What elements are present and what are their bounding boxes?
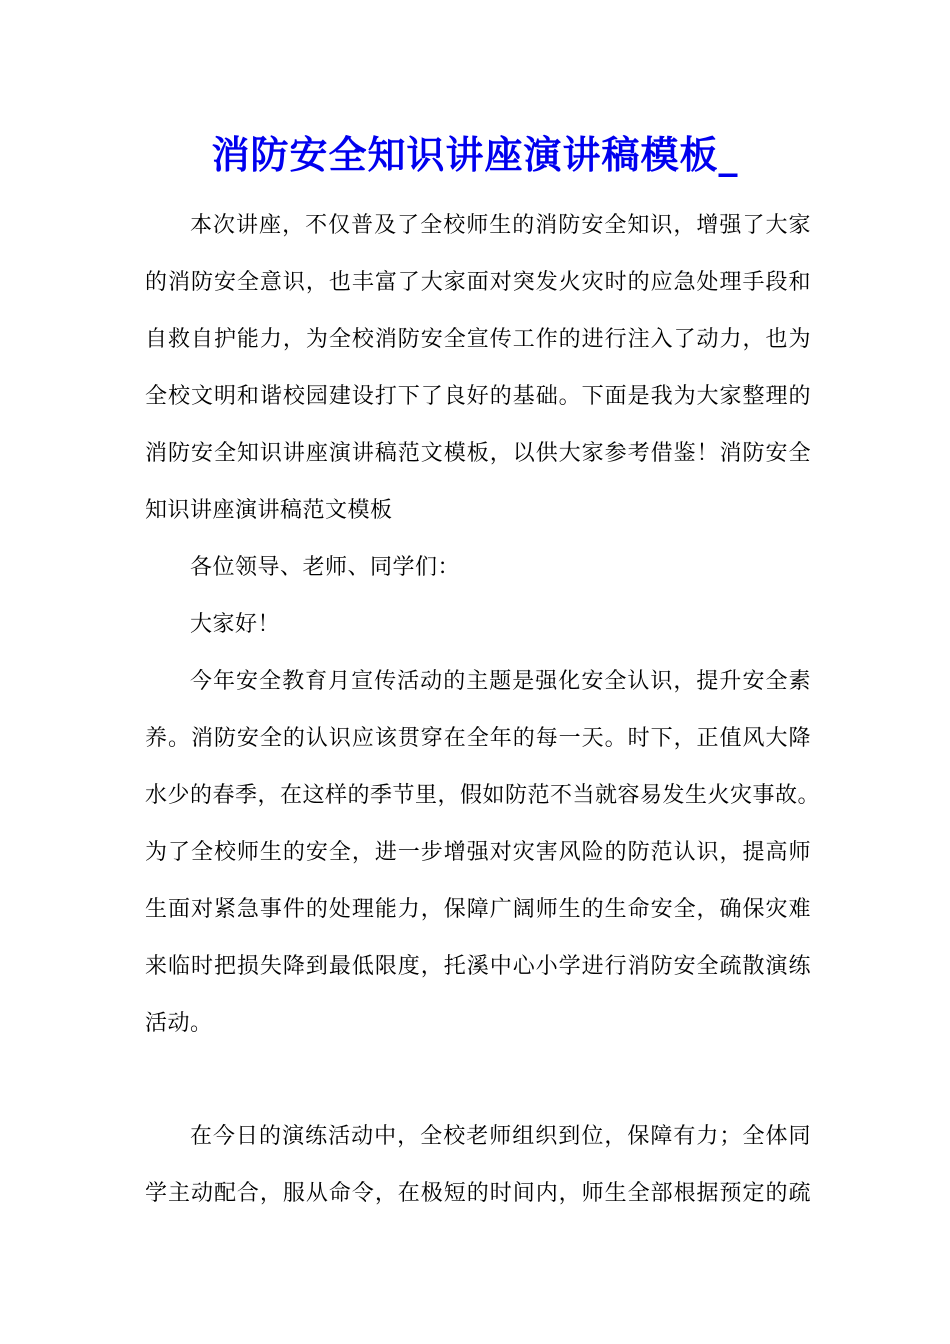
- paragraph-line: 学主动配合，服从命令，在极短的时间内，师生全部根据预定的疏: [145, 1181, 811, 1206]
- paragraph-intro: [145, 208, 811, 550]
- paragraph-line: 水少的春季，在这样的季节里，假如防范不当就容易发生火灾事故。: [145, 783, 821, 808]
- paragraph-line: 自救自护能力，为全校消防安全宣传工作的进行注入了动力，也为: [145, 327, 811, 352]
- paragraph-theme: [145, 664, 821, 1063]
- paragraph-line: 全校文明和谐校园建设打下了良好的基础。下面是我为大家整理的: [145, 384, 811, 409]
- paragraph-line: 本次讲座，不仅普及了全校师生的消防安全知识，增强了大家: [190, 213, 811, 238]
- paragraph-salutation: [145, 550, 811, 607]
- document-title: 消防安全知识讲座演讲稿模板_: [211, 132, 739, 177]
- paragraph-line: 大家好！: [190, 612, 281, 637]
- paragraph-line: 活动。: [145, 1011, 213, 1036]
- paragraph-line: 消防安全知识讲座演讲稿范文模板，以供大家参考借鉴！消防安全: [145, 441, 811, 466]
- paragraph-line: 养。消防安全的认识应该贯穿在全年的每一天。时下，正值风大降: [145, 726, 811, 751]
- paragraph-line: 来临时把损失降到最低限度，托溪中心小学进行消防安全疏散演练: [145, 954, 811, 979]
- paragraph-line: 各位领导、老师、同学们：: [190, 555, 461, 580]
- paragraph-greeting: [145, 607, 811, 664]
- paragraph-line: 为了全校师生的安全，进一步增强对灾害风险的防范认识，提高师: [145, 840, 811, 865]
- paragraph-line: 生面对紧急事件的处理能力，保障广阔师生的生命安全，确保灾难: [145, 897, 811, 922]
- paragraph-line: 在今日的演练活动中，全校老师组织到位，保障有力；全体同: [190, 1124, 811, 1149]
- paragraph-line: 的消防安全意识，也丰富了大家面对突发火灾时的应急处理手段和: [145, 270, 811, 295]
- paragraph-line: 今年安全教育月宣传活动的主题是强化安全认识，提升安全素: [190, 669, 811, 694]
- paragraph-line: 知识讲座演讲稿范文模板: [145, 498, 393, 523]
- paragraph-drill: [145, 1119, 811, 1233]
